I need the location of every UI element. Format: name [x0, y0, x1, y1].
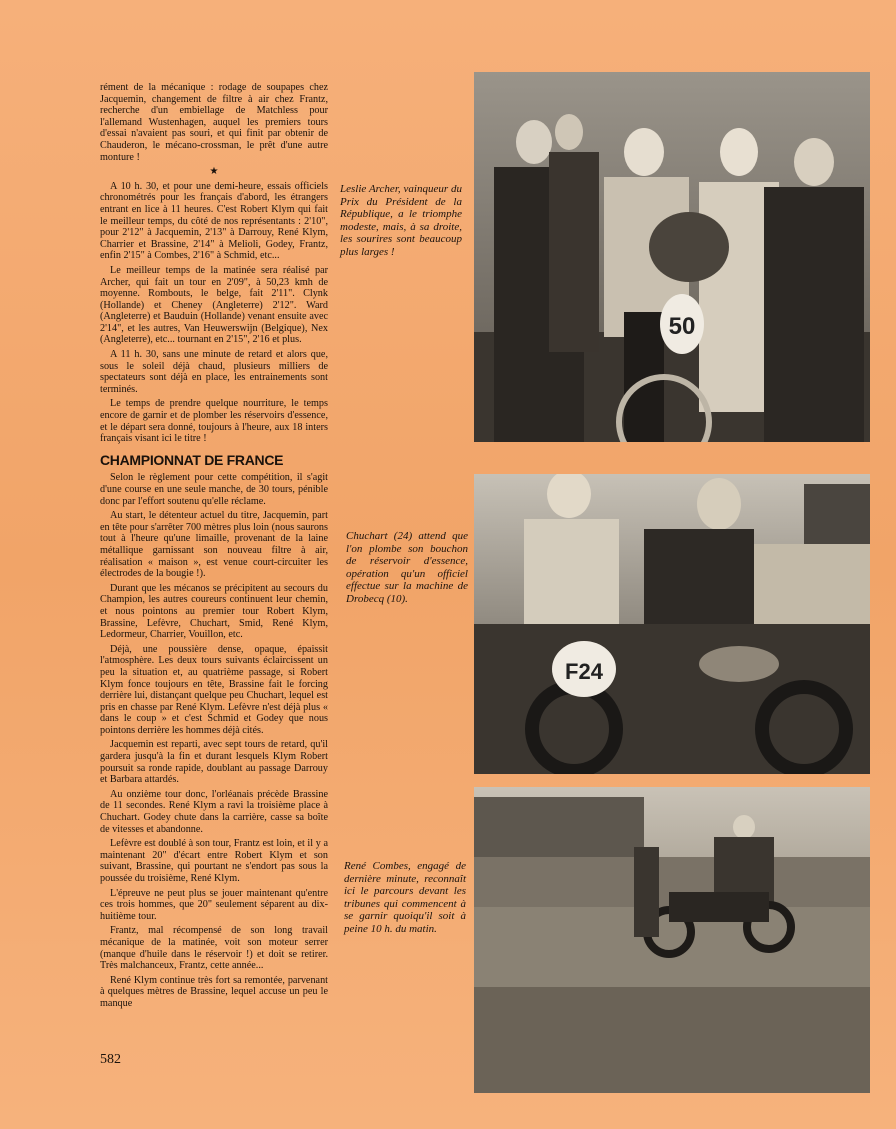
photo-podium — [474, 72, 870, 442]
article-paragraph: A 11 h. 30, sans une minute de retard et alors que, sous le soleil déjà chaud, plusieurs milliers de spectateurs sont déjà en place, les entrainements sont terminés. — [100, 349, 328, 395]
article-paragraph: L'épreuve ne peut plus se jouer maintenant qu'entre ces trois hommes, que 20" seulement séparent au dix-huitième tour. — [100, 887, 328, 922]
article-trials — [100, 181, 328, 445]
article-paragraph: rément de la mécanique : rodage de soupapes chez Jacquemin, changement de filtre à air chez Frantz, recherche d'un embiellage de Matchless pour l'allemand Wustenhagen, auquel les premiers tours d'essai n'avaient pas souri, et qui finit par obtenir de Chauderon, le mécano-crossman, le prêt d'une autre monture ! — [100, 82, 328, 163]
article-paragraph: René Klym continue très fort sa remontée, parvenant à quelques mètres de Brassine, lequel accuse un peu le manque — [100, 974, 328, 1009]
photo-pit — [474, 474, 870, 774]
plate-number-1: 50 — [668, 313, 696, 340]
page-number: 582 — [100, 1052, 121, 1067]
article-paragraph: Durant que les mécanos se précipitent au secours du Champion, les autres coureurs continuent leur chemin, et nous pointons au premier tour Robert Klym, Brassine, Lefèvre, Chuchart, Smid, René Klym, Ledormeur, Charrier, Vouillon, etc. — [100, 582, 328, 641]
article-paragraph: Le meilleur temps de la matinée sera réalisé par Archer, qui fait un tour en 2'09", à 50,23 kmh de moyenne. Rombouts, le belge, fait 2'11". Clynk (Hollande) et Cheney (Angleterre) 2'12". Ward (Angleterre) et Bauduin (Hollande) venant ensuite avec 2'14", et les autres, Van Heuwerswijn (Belgique), Nex (Angleterre), etc... tournant en 2'15", 2'16 et plus. — [100, 264, 328, 346]
caption-photo2: Chuchart (24) attend que l'on plombe son bouchon de réservoir d'essence, opération qu'un officiel effectue sur la machine de Drobecq (10). — [346, 530, 468, 605]
caption-photo3: René Combes, engagé de dernière minute, reconnaît ici le parcours devant les tribunes qui commencent à se garnir quoiqu'il soit à peine 10 h. du matin. — [344, 860, 466, 935]
photo-track-image — [474, 787, 870, 1093]
article-championship — [100, 472, 328, 1009]
caption-photo1: Leslie Archer, vainqueur du Prix du Président de la République, a le triomphe modeste, mais, à sa droite, les sourires sont beaucoup plus larges ! — [340, 183, 462, 258]
article-paragraph: Déjà, une poussière dense, opaque, épaissit l'atmosphère. Les deux tours suivants éclaircissent un peu la situation et, au quatrième passage, si Robert Klym fonce toujours en tête, Brassine fait le forcing derrière lui, distançant quelque peu Chuchart, lequel est pris en chasse par René Klym. Lefèvre n'est déjà plus « dans le coup » et c'est Schmid et Godey que nous pointons derrière les hommes déjà cités. — [100, 643, 328, 736]
photo-track — [474, 787, 870, 1093]
article-intro — [100, 82, 328, 163]
photo-podium-image — [474, 72, 870, 442]
section-heading: CHAMPIONNAT DE FRANCE — [100, 451, 284, 468]
plate-number-2: F24 — [565, 659, 603, 684]
section-star: ★ — [209, 166, 219, 178]
photo-pit-image — [474, 474, 870, 774]
article-paragraph: A 10 h. 30, et pour une demi-heure, essais officiels chronométrés pour les français d'abord, les étrangers entrant en lice à 11 heures. C'est Robert Klym qui fait le meilleur temps, du côté de nos représentants : 2'10", pour 2'12" à Jacquemin, 2'13" à Darrouy, René Klym, Charrier et Brassine, 2'14" à Melioli, Godey, Frantz, enfin 2'15" à Combes, 2'16" à Schmid, etc... — [100, 180, 328, 262]
article-paragraph: Frantz, mal récompensé de son long travail mécanique de la matinée, voit son moteur serrer (manque d'huile dans le réservoir !) et doit se retirer. Très malchanceux, Frantz, cette année... — [100, 925, 328, 972]
article-column — [100, 82, 328, 1013]
article-paragraph: Le temps de prendre quelque nourriture, le temps encore de garnir et de plomber les réservoirs d'essence, et le départ sera donné, toujours à l'heure, aux 18 inters français visant ici le titre ! — [100, 398, 328, 445]
article-paragraph: Selon le règlement pour cette compétition, il s'agit d'une course en une seule manche, de 30 tours, pénible donc par l'effort soutenu qu'elle réclame. — [100, 472, 328, 507]
article-paragraph: Au onzième tour donc, l'orléanais précède Brassine de 11 secondes. René Klym a ravi la troisième place à Chuchart. Godey chute dans la carrière, casse sa boîte de vitesses et abandonne. — [100, 788, 328, 835]
article-paragraph: Lefèvre est doublé à son tour, Frantz est loin, et il y a maintenant 20" d'écart entre Robert Klym et son suivant, Brassine, qui pourtant ne s'endort pas sous la poussée du troisième, René Klym. — [100, 838, 328, 884]
article-paragraph: Au start, le détenteur actuel du titre, Jacquemin, part en tête pour s'arrêter 700 mètres plus loin (nous saurons tout à l'heure qu'une limaille, provenant de la laine métallique garnissant son nouveau filtre à air, réalisation « maison », est venue court-circuiter les électrodes de la bougie !). — [100, 510, 328, 580]
article-paragraph: Jacquemin est reparti, avec sept tours de retard, qu'il gardera jusqu'à la fin et durant lesquels Klym Robert poursuit sa ronde rapide, doublant au passage Darrouy et Barbara attardés. — [100, 739, 328, 786]
